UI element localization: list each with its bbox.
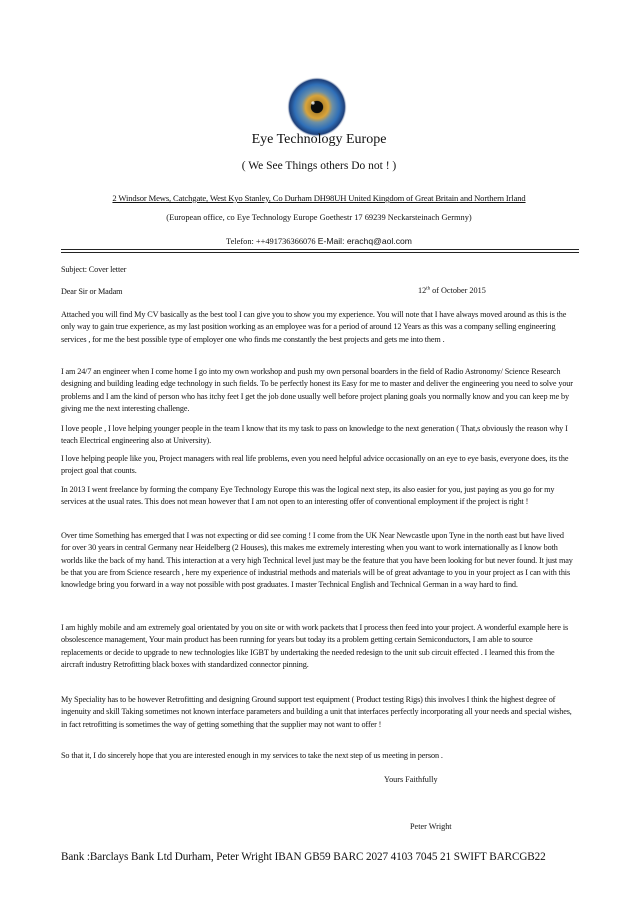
letter-subject: Subject: Cover letter — [61, 265, 127, 274]
eye-iris-icon — [286, 76, 348, 138]
letter-paragraph — [61, 622, 573, 671]
letter-paragraph — [61, 366, 573, 415]
paragraph-text: In 2013 I went freelance by forming the company Eye Technology Europe this was the logical next step, its also easier for you, just paying as you go for my services at the usual rates. This does not mean however that I am not open to an interesting offer of conventional employment if the project is right ! — [61, 485, 555, 507]
paragraph-text: I love people , I love helping younger people in the team I know that its my task to pass on knowledge to the next generation ( That,s obviously the reason why I teach Electrical engineering also at University). — [61, 424, 568, 446]
letter-salutation: Dear Sir or Madam — [61, 287, 123, 296]
letter-paragraph — [61, 484, 573, 509]
letter-signature: Peter Wright — [410, 822, 452, 831]
european-office: (European office, co Eye Technology Europe Goethestr 17 69239 Neckarsteinach Germny) — [166, 213, 472, 222]
paragraph-text: Attached you will find My CV basically as the best tool I can give you to show you my experience. You will note that I have always moved around as this is the only way to gain true experience, as my last position working as an employee was for a period of around 12 Years as this was a company selling engineering services , for me the best possible type of employer one who finds me constantly the best projects and gets me into them . — [61, 310, 567, 344]
company-name: Eye Technology Europe — [251, 132, 387, 147]
company-address: 2 Windsor Mews, Catchgate, West Kyo Stanley, Co Durham DH98UH United Kingdom of Great Britain and Northern Irland — [112, 193, 526, 203]
paragraph-text: So that it, I do sincerely hope that you are interested enough in my services to take the next step of us meeting in person . — [61, 751, 443, 760]
header-divider — [61, 249, 579, 250]
date-suffix: th — [426, 286, 431, 292]
letter-closing: Yours Faithfully — [384, 775, 438, 784]
letter-paragraph — [61, 309, 573, 346]
header-divider-secondary — [61, 252, 579, 253]
phone-number: Telefon: ++491736366076 — [226, 237, 318, 246]
date-month-year: of October 2015 — [430, 286, 486, 295]
letter-paragraph — [61, 694, 573, 731]
paragraph-text: My Speciality has to be however Retrofitting and designing Ground support test equipment ( Product testing Rigs) this involves I think the highest degree of ingenuity and skill Taking sometimes not known interface parameters and building a unit that interfaces perfectly incorporating all your needs and special wishes, in fact retrofitting is sometimes the way of getting something that the supplier may not want to offer ! — [61, 695, 572, 729]
date-day: 12 — [418, 286, 427, 295]
bank-details: Bank :Barclays Bank Ltd Durham, Peter Wright IBAN GB59 BARC 2027 4103 7045 21 SWIFT BARCGB22 — [61, 851, 546, 863]
paragraph-text: Over time Something has emerged that I was not expecting or did see coming ! I come from the UK Near Newcastle upon Tyne in the north east but have lived for over 30 years in central Germany near Heidelberg (2 Houses), this makes me extremely interesting when you want to work internationally as I know both worlds like the back of my hand. This interaction at a very high Technical level just may be the feature that you have been looking for but never found. It just may be that you are from Science research , here my experience of industrial methods and materials will be of great advantage to you in your project as I can with this knowledge bring you forward in a way not possible with post graduates. I master Technical English and Technical German in a way hard to find. — [61, 531, 573, 590]
paragraph-text: I am 24/7 an engineer when I come home I go into my own workshop and push my own personal boarders in the field of Radio Astronomy/ Science Research designing and building leading edge technology in such fields. To be perfectly honest its Easy for me to master and deliver the engineering you need to solve your problems and I am the kind of person who has itchy feet I get the job done usually well before project planing goals you normally know and you can keep me by giving me the next interesting challenge. — [61, 367, 573, 413]
paragraph-text: I love helping people like you, Project managers with real life problems, even you need helpful advice occasionally on an eye to eye basis, everyone does, its the project goal that counts. — [61, 454, 569, 476]
paragraph-text: I am highly mobile and am extremely goal orientated by you on site or with work packets that I process then feed into your project. A wonderful example here is obsolescence management, Your main product has been running for years but today its a problem getting certain Semiconductors, I am able to source replacements or decide to upgrade to new technologies like IGBT by undertaking the needed redesign to the unit sub circuit effected . I learned this from the aircraft industry Retrofitting black boxes with standardized connector pinning. — [61, 623, 569, 669]
letter-paragraph — [61, 423, 573, 448]
letter-paragraph — [61, 453, 573, 478]
letter-date — [418, 286, 486, 295]
email-address: E-Mail: erachq@aol.com — [317, 236, 412, 246]
letter-paragraph — [61, 750, 573, 762]
contact-line — [0, 236, 638, 246]
company-tagline: ( We See Things others Do not ! ) — [241, 160, 397, 172]
letter-paragraph — [61, 530, 573, 591]
